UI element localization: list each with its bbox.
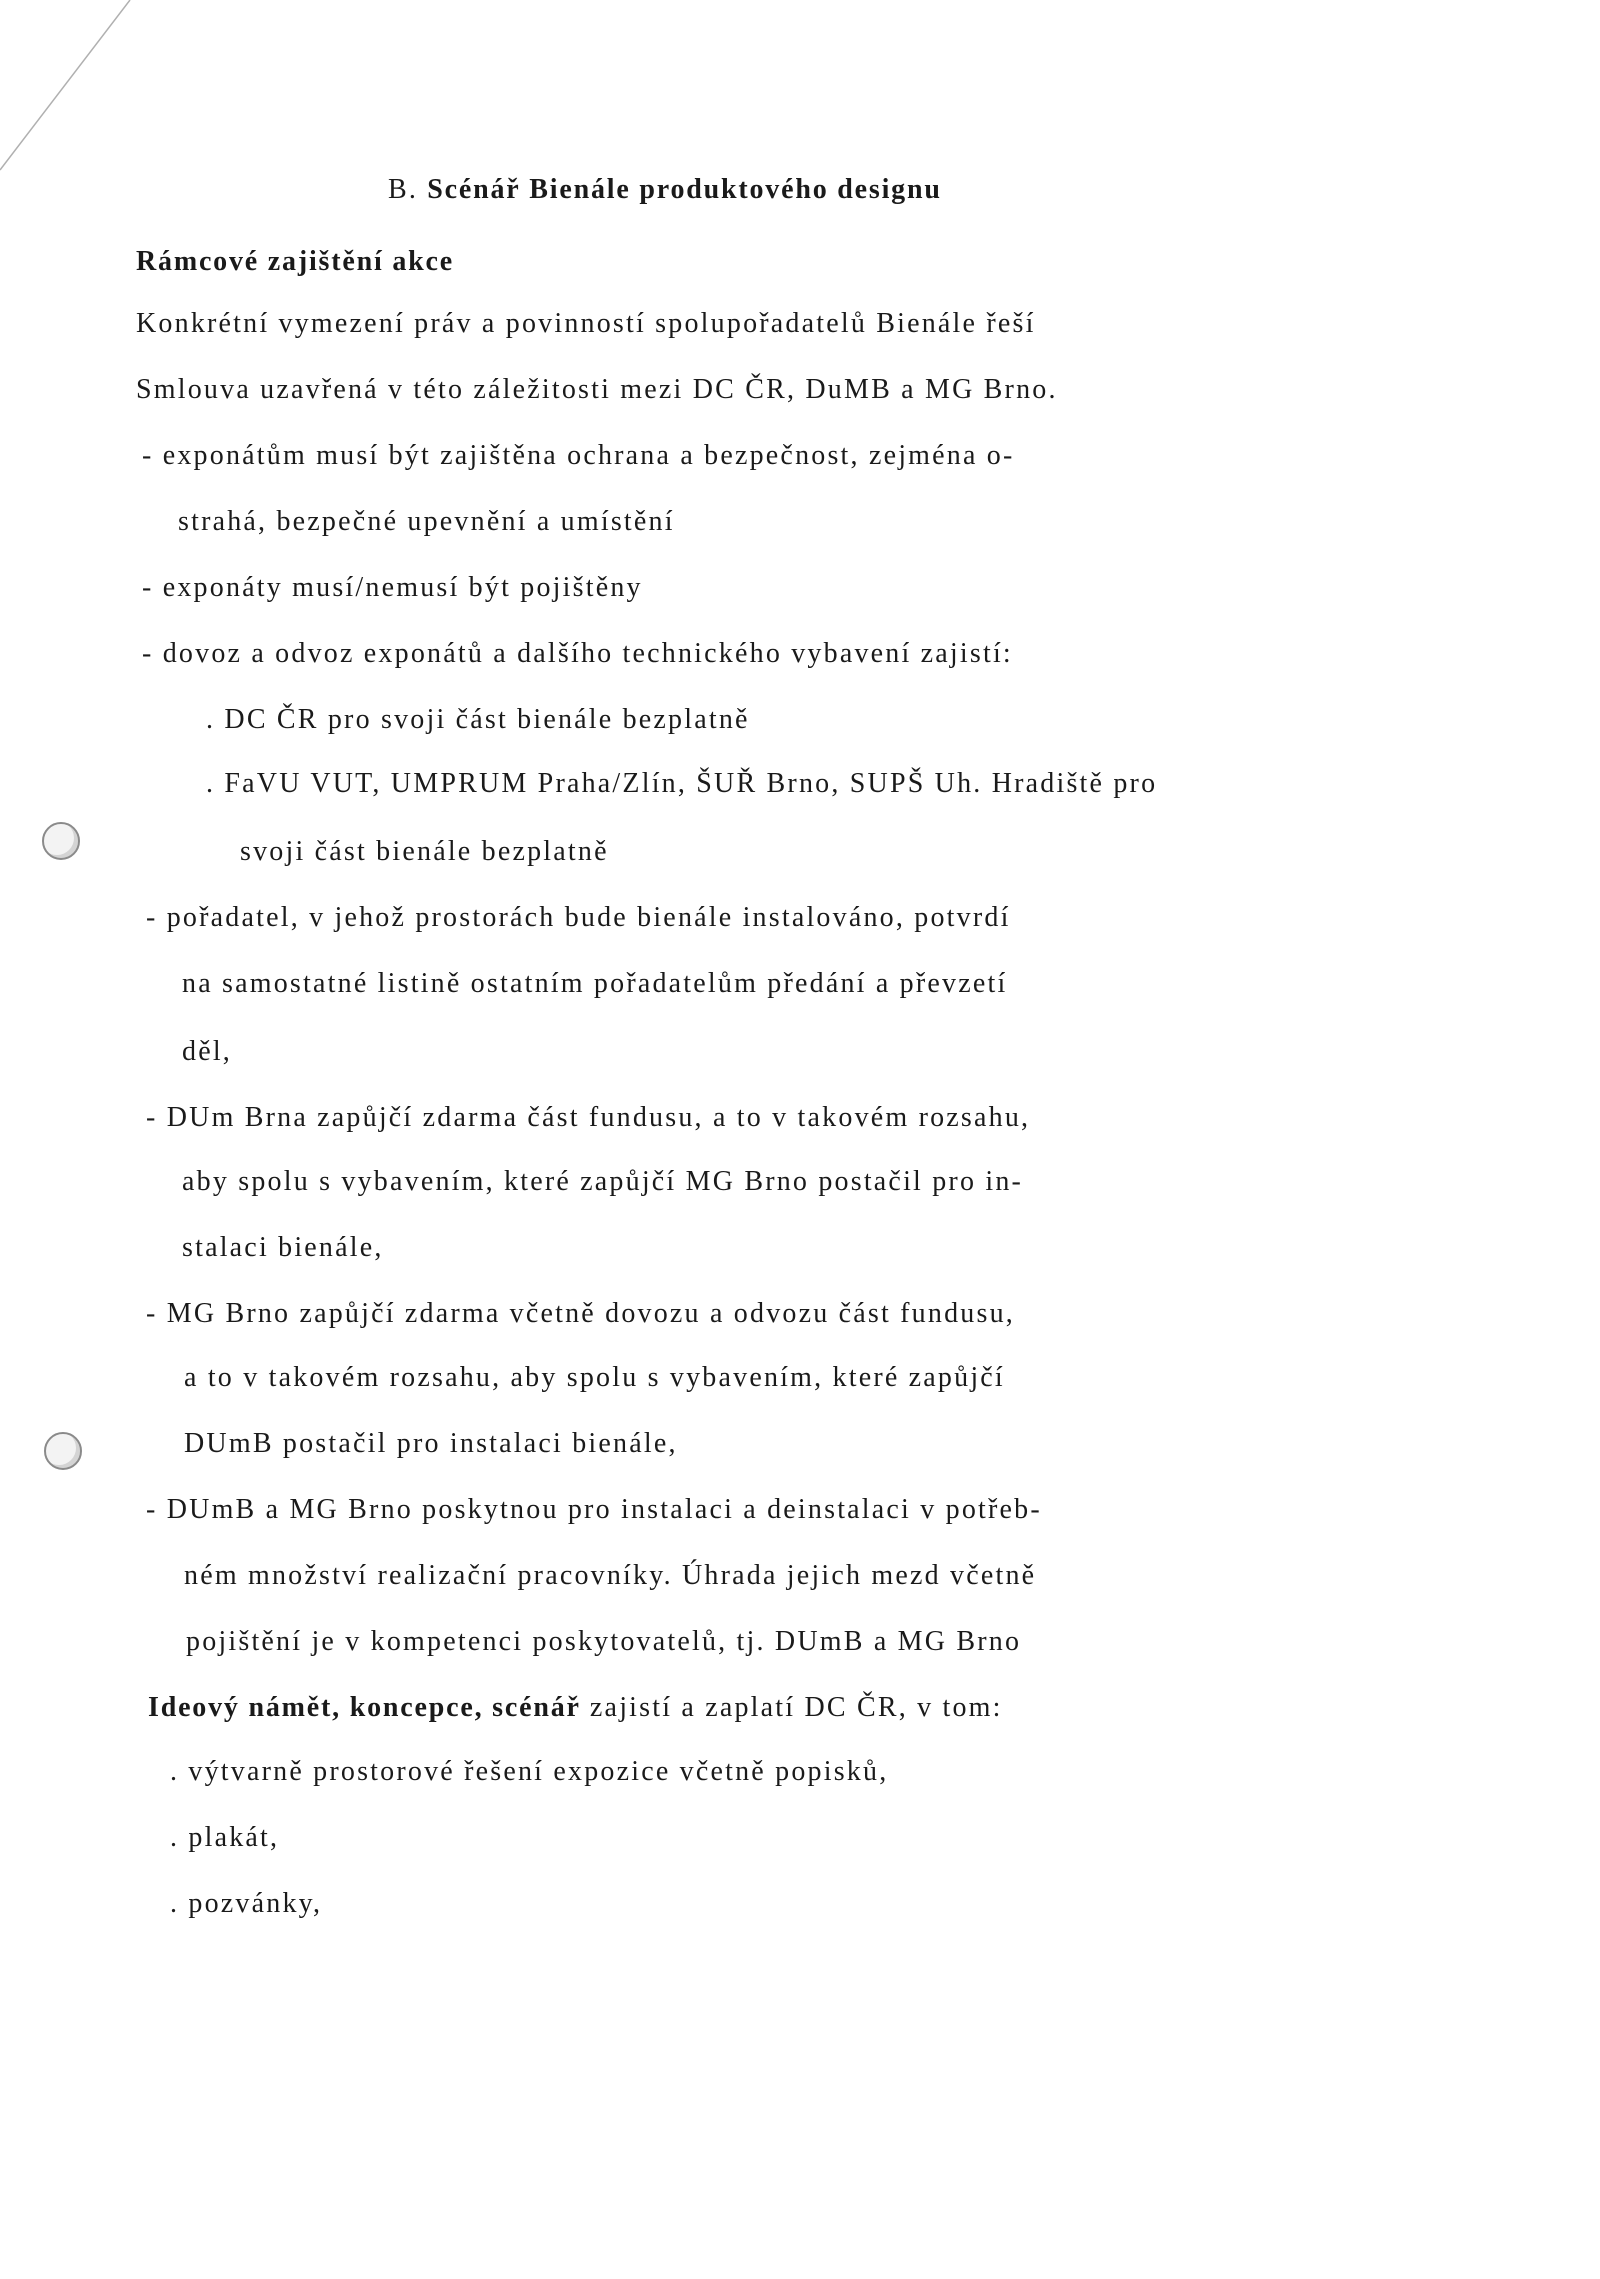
list-line: strahá, bezpečné upevnění a umístění bbox=[178, 506, 675, 537]
paragraph-line: Smlouva uzavřená v této záležitosti mezi DC ČR, DuMB a MG Brno. bbox=[136, 374, 1058, 405]
heading-prefix: B. bbox=[388, 174, 419, 205]
list-line: . FaVU VUT, UMPRUM Praha/Zlín, ŠUŘ Brno, SUPŠ Uh. Hradiště pro bbox=[206, 768, 1158, 799]
list-line: - pořadatel, v jehož prostorách bude bienále instalováno, potvrdí bbox=[146, 902, 1011, 933]
list-item: . plakát, bbox=[170, 1822, 280, 1853]
punch-hole-bottom bbox=[44, 1432, 82, 1470]
section-title: Rámcové zajištění akce bbox=[136, 246, 454, 277]
paragraph-line: Konkrétní vymezení práv a povinností spolupořadatelů Bienále řeší bbox=[136, 308, 1036, 339]
list-line: DUmB postačil pro instalaci bienále, bbox=[184, 1428, 678, 1459]
list-line: pojištění je v kompetenci poskytovatelů, tj. DUmB a MG Brno bbox=[186, 1626, 1022, 1657]
list-line: stalaci bienále, bbox=[182, 1232, 384, 1263]
list-line: aby spolu s vybavením, které zapůjčí MG Brno postačil pro in- bbox=[182, 1166, 1024, 1197]
section-title: Ideový námět, koncepce, scénář bbox=[148, 1692, 581, 1723]
list-item: . výtvarně prostorové řešení expozice včetně popisků, bbox=[170, 1756, 889, 1787]
list-line: . DC ČR pro svoji část bienále bezplatně bbox=[206, 704, 750, 735]
list-line: - MG Brno zapůjčí zdarma včetně dovozu a odvozu část fundusu, bbox=[146, 1298, 1015, 1329]
paper-edge-mark bbox=[0, 0, 140, 200]
list-line: a to v takovém rozsahu, aby spolu s vybavením, které zapůjčí bbox=[184, 1362, 1005, 1393]
list-line: - exponátům musí být zajištěna ochrana a bezpečnost, zejména o- bbox=[142, 440, 1015, 471]
heading-title: Scénář Bienále produktového designu bbox=[427, 174, 942, 205]
punch-hole-top bbox=[42, 822, 80, 860]
list-line: na samostatné listině ostatním pořadatelům předání a převzetí bbox=[182, 968, 1008, 999]
section-text: zajistí a zaplatí DC ČR, v tom: bbox=[580, 1692, 1003, 1723]
list-line: - dovoz a odvoz exponátů a dalšího technického vybavení zajistí: bbox=[142, 638, 1013, 669]
section-line bbox=[148, 1690, 1003, 1726]
list-item: . pozvánky, bbox=[170, 1888, 323, 1919]
document-heading bbox=[388, 172, 942, 208]
list-line: - DUm Brna zapůjčí zdarma část fundusu, a to v takovém rozsahu, bbox=[146, 1102, 1031, 1133]
list-line: ném množství realizační pracovníky. Úhrada jejich mezd včetně bbox=[184, 1560, 1037, 1591]
list-line: - DUmB a MG Brno poskytnou pro instalaci a deinstalaci v potřeb- bbox=[146, 1494, 1042, 1525]
list-line: děl, bbox=[182, 1036, 233, 1067]
list-line: - exponáty musí/nemusí být pojištěny bbox=[142, 572, 643, 603]
list-line: svoji část bienále bezplatně bbox=[240, 836, 609, 867]
